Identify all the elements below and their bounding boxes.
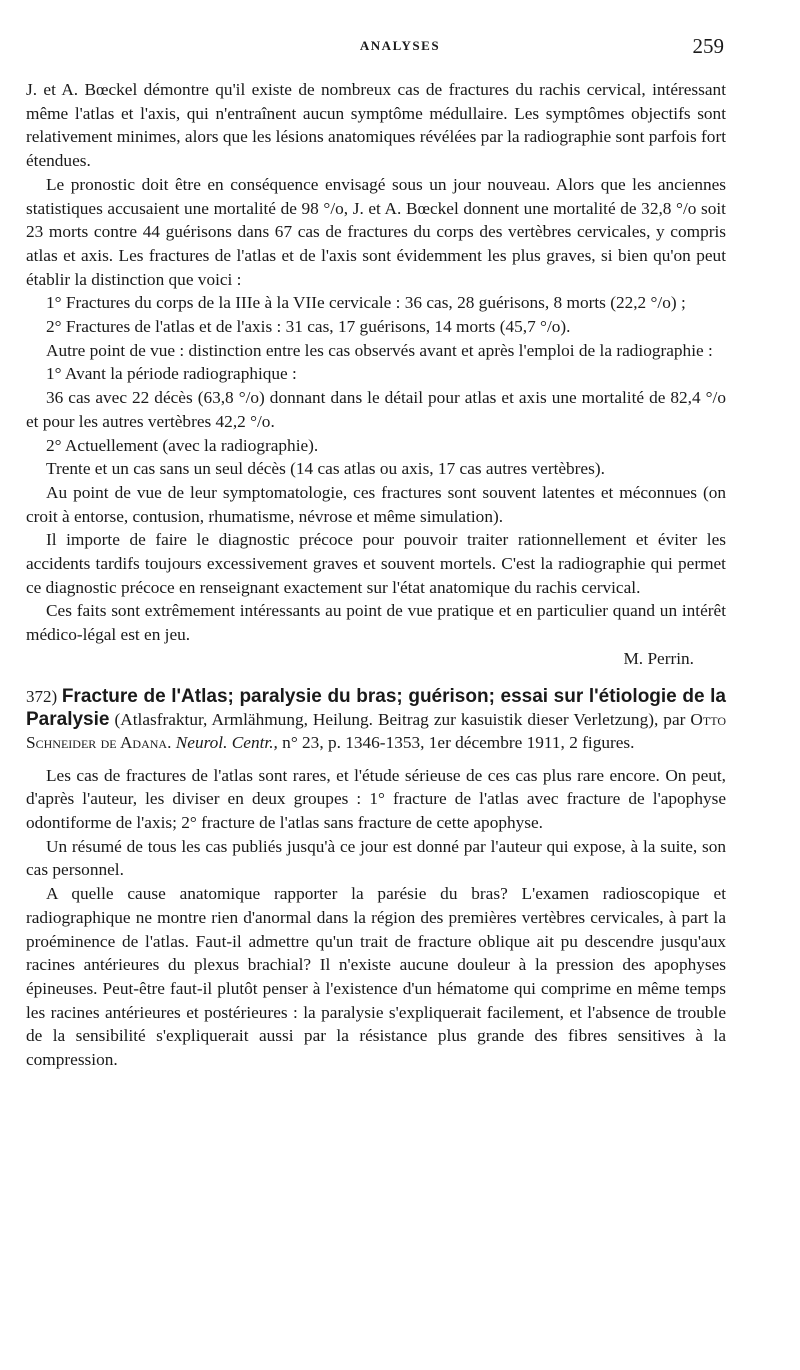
- running-title: ANALYSES: [359, 38, 441, 53]
- page-body: [26, 78, 726, 1072]
- paragraph: A quelle cause anatomique rapporter la parésie du bras? L'examen radioscopique et radiographique ne montre rien d'anormal dans la région des premières vertèbres cervicales, à part la proéminence de l'atlas. Faut-il admettre qu'un trait de fracture oblique ait pu descendre jusqu'aux racines antérieures du plexus brachial? Il n'existe aucune douleur à la pression des apophyses épineuses. Peut-être faut-il plutôt penser à l'existence d'un hématome qui comprime en même temps les racines antérieures et postérieures : la paralysie s'expliquerait facilement, et l'absence de trouble de la sensibilité s'expliquerait aussi par la résistance plus grande des fibres sensitives à la compression.: [26, 884, 726, 1070]
- paragraph: Il importe de faire le diagnostic précoce pour pouvoir traiter rationnellement et éviter les accidents tardifs toujours excessivement graves et souvent mortels. C'est la radiographie qui permet ce diagnostic précoce en renseignant exactement sur l'état anatomique du rachis cervical.: [26, 530, 726, 597]
- article-title: Fracture de l'Atlas; paralysie du bras; guérison; essai sur l'étiologie de la Paralysie: [26, 685, 726, 730]
- paragraph: 1° Avant la période radiographique :: [46, 364, 297, 384]
- article-author: Otto Schneider de Adana: [26, 709, 727, 752]
- signature-line: [26, 647, 726, 671]
- journal-name: Neurol. Centr.,: [175, 732, 278, 752]
- page-header: [0, 34, 800, 62]
- paragraph: Le pronostic doit être en conséquence envisagé sous un jour nouveau. Alors que les anciennes statistiques accusaient une mortalité de 98 °/o, J. et A. Bœckel donnent une mortalité de 32,8 °/o soit 23 morts contre 44 guérisons dans 67 cas de fractures du corps des vertèbres cervicales, y compris atlas et axis. Les fractures de l'atlas et de l'axis sont évidemment les plus graves, si bien qu'on peut établir la distinction que voici :: [26, 174, 726, 289]
- article-citation: n° 23, p. 1346-1353, 1er décembre 1911, 2 figures.: [282, 732, 635, 752]
- paragraph: Autre point de vue : distinction entre les cas observés avant et après l'emploi de la radiographie :: [46, 340, 713, 360]
- paragraph: 2° Fractures de l'atlas et de l'axis : 31 cas, 17 guérisons, 14 morts (45,7 °/o).: [46, 317, 571, 337]
- section-gap: [26, 754, 726, 764]
- paragraph: Les cas de fractures de l'atlas sont rares, et l'étude sérieuse de ces cas plus rare encore. On peut, d'après l'auteur, les diviser en deux groupes : 1° fracture de l'atlas avec fracture de l'apophyse odontiforme de l'axis; 2° fracture de l'atlas sans fracture de cette apophyse.: [26, 765, 726, 832]
- signature: M. Perrin.: [623, 648, 694, 668]
- paragraph: Trente et un cas sans un seul décès (14 cas atlas ou axis, 17 cas autres vertèbres).: [46, 459, 605, 479]
- section-gap: [26, 671, 726, 685]
- paragraph: 2° Actuellement (avec la radiographie).: [46, 435, 319, 455]
- article-heading: 372) Fracture de l'Atlas; paralysie du bras; guérison; essai sur l'étiologie de la Paralysie (Atlasfraktur, Armlähmung, Heilung. Beitrag zur kasuistik dieser Verletzung), par Otto Schneider de Adana. Neurol. Centr., n° 23, p. 1346-1353, 1er décembre 1911, 2 figures.: [26, 685, 727, 752]
- paragraph: 36 cas avec 22 décès (63,8 °/o) donnant dans le détail pour atlas et axis une mortalité de 82,4 °/o et pour les autres vertèbres 42,2 °/o.: [26, 388, 726, 431]
- paragraph: 1° Fractures du corps de la IIIe à la VIIe cervicale : 36 cas, 28 guérisons, 8 morts (22,2 °/o) ;: [46, 293, 686, 313]
- article-number: 372): [26, 686, 58, 706]
- paragraph: Ces faits sont extrêmement intéressants au point de vue pratique et en particulier quand un intérêt médico-légal est en jeu.: [26, 601, 726, 645]
- closing-paragraph: [26, 599, 726, 646]
- article-reference: (Atlasfraktur, Armlähmung, Heilung. Beitrag zur kasuistik dieser Verletzung), par: [114, 709, 686, 729]
- page-number: 259: [692, 34, 724, 58]
- paragraph: Au point de vue de leur symptomatologie, ces fractures sont souvent latentes et méconnues (on croit à entorse, contusion, rhumatisme, névrose et même simulation).: [26, 482, 726, 526]
- paragraph: J. et A. Bœckel démontre qu'il existe de nombreux cas de fractures du rachis cervical, intéressant même l'atlas et l'axis, qui n'entraînent aucun symptôme médullaire. Les symptômes objectifs sont relativement minimes, alors que les lésions anatomiques révélées par la radiographie sont parfois fort étendues.: [26, 80, 726, 171]
- paragraph: Un résumé de tous les cas publiés jusqu'à ce jour est donné par l'auteur qui expose, à la suite, son cas personnel.: [26, 836, 726, 880]
